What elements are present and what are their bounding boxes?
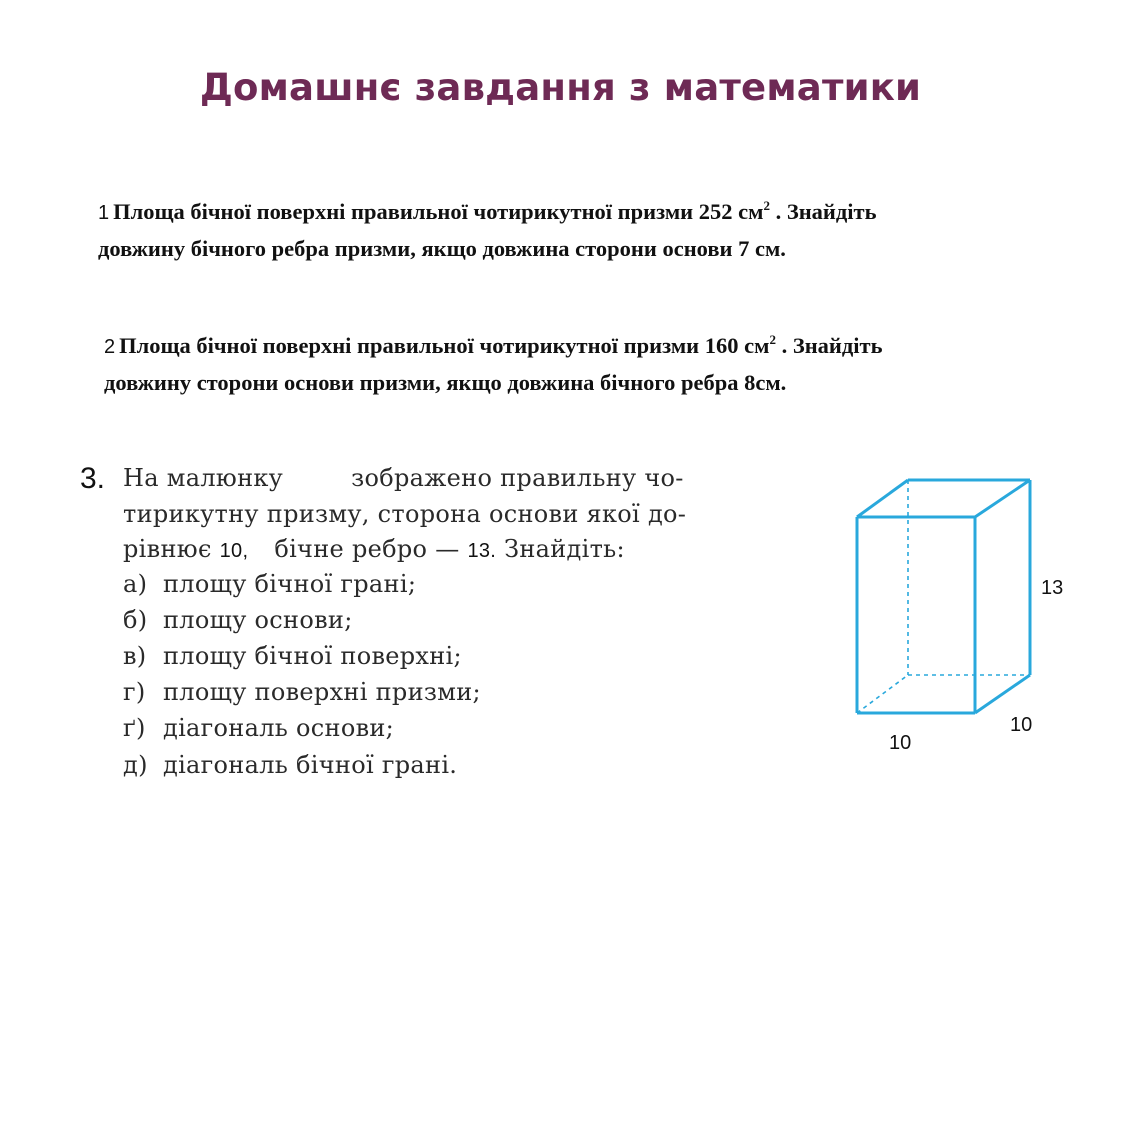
- problem-1-text-end: . Знайдіть: [769, 199, 877, 224]
- problem-3-line-1: [123, 464, 684, 492]
- problem-1-number: 1: [98, 202, 110, 224]
- problem-3-line-3: [123, 535, 625, 563]
- problem-2-line-2: довжину сторони основи призми, якщо довжина бічного ребра 8см.: [104, 370, 787, 395]
- prism-edges: [857, 480, 1030, 713]
- prism-hidden-edges: [857, 480, 1030, 713]
- problem-2-text-end: . Знайдіть: [775, 333, 883, 358]
- item-text: діагональ основи;: [163, 714, 395, 742]
- item-letter: в): [123, 642, 147, 670]
- problem-3-line-3-start: рівнює: [123, 535, 212, 563]
- item-text: площу бічної поверхні;: [163, 642, 462, 670]
- problem-3-side-value: 10,: [219, 540, 249, 562]
- problem-3-item-g: [123, 714, 394, 742]
- prism-bottom-right-edge: [975, 675, 1030, 713]
- prism-figure: [840, 465, 1040, 725]
- problem-1-line-1: [98, 194, 1058, 231]
- problem-3-line-2: тирикутну призму, сторона основи якої до-: [123, 500, 687, 528]
- prism-top-right-edge: [975, 480, 1030, 517]
- item-text: площу бічної грані;: [163, 570, 417, 598]
- item-text: площу основи;: [163, 606, 353, 634]
- problem-3-line-3-end: Знайдіть:: [504, 535, 625, 563]
- problem-2: [104, 328, 1064, 400]
- figure-width-label: 10: [889, 732, 912, 754]
- problem-1-line-2: довжину бічного ребра призми, якщо довжина сторони основи 7 см.: [98, 236, 786, 261]
- problem-3-item-v: [123, 642, 462, 670]
- problem-3-item-a: [123, 570, 416, 598]
- problem-2-number: 2: [104, 336, 116, 358]
- item-text: площу поверхні призми;: [163, 678, 481, 706]
- problem-3-edge-value: 13.: [467, 540, 497, 562]
- item-letter: ґ): [123, 714, 146, 742]
- page-title: Домашнє завдання з математики: [199, 66, 922, 109]
- problem-3-line-1-start: На малюнку: [123, 464, 284, 492]
- problem-3-line-3-mid: бічне ребро —: [274, 535, 460, 563]
- figure-depth-label: 10: [1010, 714, 1033, 736]
- problem-3-line-1-end: зображено правильну чо-: [351, 464, 684, 492]
- problem-1-superscript: 2: [763, 198, 770, 213]
- problem-1-text: Площа бічної поверхні правильної чотирикутної призми 252 см: [113, 199, 764, 224]
- figure-height-label: 13: [1041, 577, 1064, 599]
- problem-3-item-h: [123, 678, 481, 706]
- item-letter: б): [123, 606, 148, 634]
- problem-2-text: Площа бічної поверхні правильної чотирикутної призми 160 см: [119, 333, 770, 358]
- problem-3-number: 3.: [80, 462, 106, 495]
- problem-1: [98, 194, 1058, 266]
- item-letter: а): [123, 570, 148, 598]
- prism-top-left-edge: [857, 480, 908, 517]
- prism-hidden-bottom-left-edge: [857, 675, 908, 713]
- item-text: діагональ бічної грані.: [163, 751, 458, 779]
- problem-2-line-1: [104, 328, 1064, 365]
- item-letter: г): [123, 678, 146, 706]
- problem-2-superscript: 2: [769, 332, 776, 347]
- problem-3-item-d: [123, 751, 457, 779]
- problem-3-item-b: [123, 606, 353, 634]
- item-letter: д): [123, 751, 148, 779]
